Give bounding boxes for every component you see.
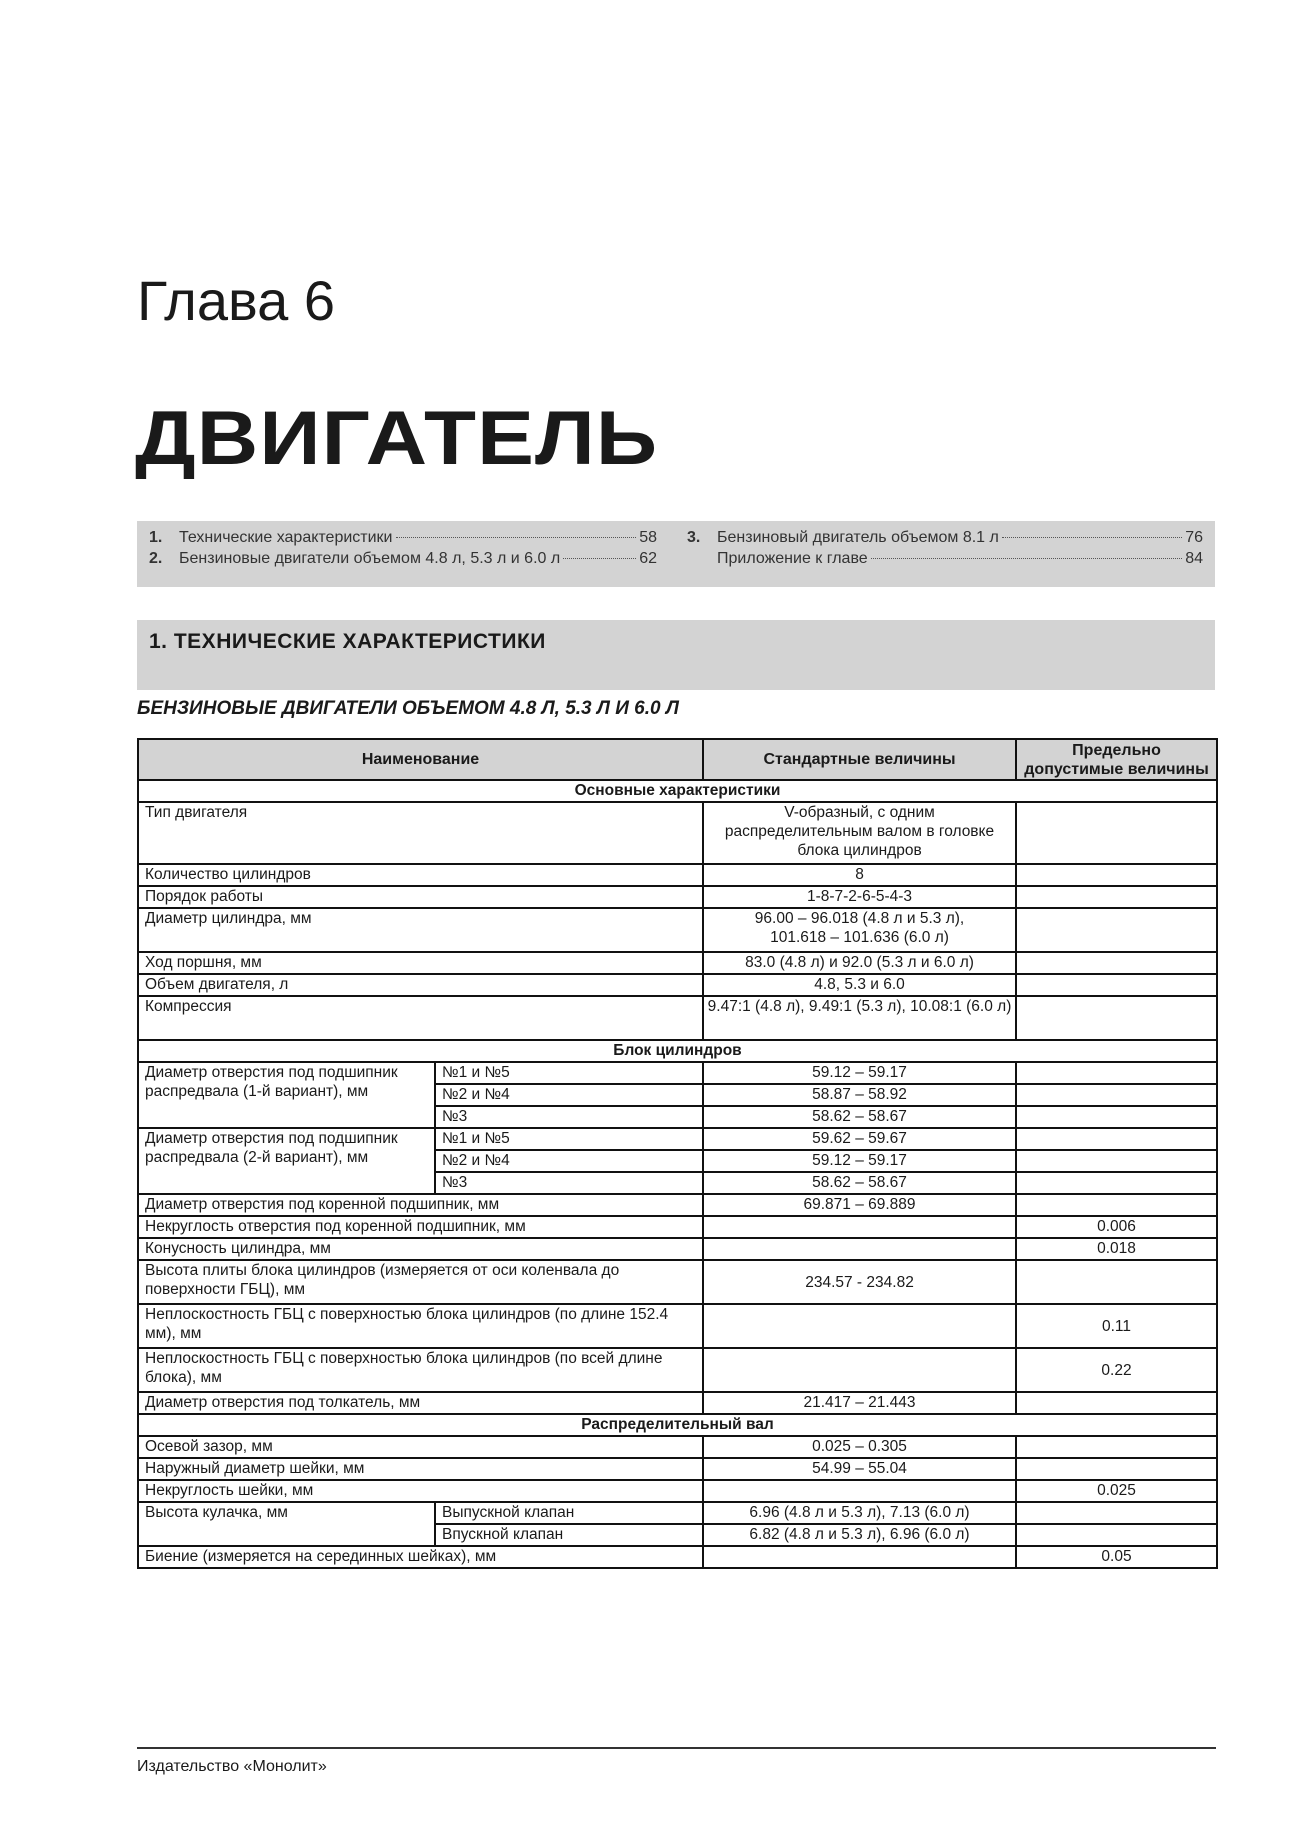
cell-name: Порядок работы: [138, 886, 703, 908]
toc-text: Бензиновые двигатели объемом 4.8 л, 5.3 л и 6.0 л: [179, 550, 561, 567]
table-row: [138, 1348, 1217, 1392]
cell-standard: V-образный, с одним распределительным валом в головке блока цилиндров: [703, 802, 1016, 864]
table-row: [138, 1546, 1217, 1568]
table-row: [138, 886, 1217, 908]
toc-column-right: [687, 529, 1203, 571]
table-row: [138, 1128, 1217, 1150]
cell-name: Наружный диаметр шейки, мм: [138, 1458, 703, 1480]
toc-item[interactable]: [687, 550, 1203, 571]
cell-name: Высота кулачка, мм: [138, 1502, 435, 1546]
cell-standard: 59.12 – 59.17: [703, 1150, 1016, 1172]
cell-limit: [1016, 1524, 1217, 1546]
table-row: [138, 1194, 1217, 1216]
cell-sub-label: №1 и №5: [435, 1128, 703, 1150]
table-row: [138, 802, 1217, 864]
section-header: [137, 620, 1215, 690]
cell-name: Объем двигателя, л: [138, 974, 703, 996]
cell-standard: 58.87 – 58.92: [703, 1084, 1016, 1106]
table-row: [138, 1458, 1217, 1480]
table-row: [138, 1436, 1217, 1458]
cell-limit: [1016, 1436, 1217, 1458]
cell-standard: 1-8-7-2-6-5-4-3: [703, 886, 1016, 908]
header-name: Наименование: [138, 739, 703, 780]
toc-leader: [871, 558, 1183, 559]
cell-sub-label: Впускной клапан: [435, 1524, 703, 1546]
toc-column-left: [149, 529, 657, 571]
section-camshaft: Распределительный вал: [138, 1414, 1217, 1436]
header-limit: Предельно допустимые величины: [1016, 739, 1217, 780]
table-row: [138, 1304, 1217, 1348]
cell-name: Неплоскостность ГБЦ с поверхностью блока цилиндров (по длине 152.4 мм), мм: [138, 1304, 703, 1348]
cell-name: Диаметр отверстия под подшипник распредвала (2-й вариант), мм: [138, 1128, 435, 1194]
toc-page: 84: [1185, 550, 1203, 567]
cell-standard: 96.00 – 96.018 (4.8 л и 5.3 л), 101.618 – 101.636 (6.0 л): [703, 908, 1016, 952]
cell-limit: [1016, 996, 1217, 1040]
cell-standard: 58.62 – 58.67: [703, 1172, 1016, 1194]
cell-standard: [703, 1546, 1016, 1568]
table-row: [138, 1260, 1217, 1304]
cell-standard: 234.57 - 234.82: [703, 1260, 1016, 1304]
cell-name: Диаметр отверстия под коренной подшипник, мм: [138, 1194, 703, 1216]
cell-standard: 6.82 (4.8 л и 5.3 л), 6.96 (6.0 л): [703, 1524, 1016, 1546]
toc-leader: [396, 537, 637, 538]
cell-limit: [1016, 1084, 1217, 1106]
cell-limit: [1016, 1194, 1217, 1216]
cell-standard: 58.62 – 58.67: [703, 1106, 1016, 1128]
cell-standard: 8: [703, 864, 1016, 886]
cell-limit: 0.025: [1016, 1480, 1217, 1502]
table-row: [138, 1238, 1217, 1260]
cell-limit: [1016, 1172, 1217, 1194]
section-row: [138, 1040, 1217, 1062]
cell-limit: [1016, 908, 1217, 952]
cell-standard: [703, 1216, 1016, 1238]
cell-sub-label: Выпускной клапан: [435, 1502, 703, 1524]
header-standard: Стандартные величины: [703, 739, 1016, 780]
cell-standard: 6.96 (4.8 л и 5.3 л), 7.13 (6.0 л): [703, 1502, 1016, 1524]
toc-text: Технические характеристики: [179, 529, 393, 546]
cell-name: Некруглость шейки, мм: [138, 1480, 703, 1502]
cell-standard: 54.99 – 55.04: [703, 1458, 1016, 1480]
cell-limit: [1016, 1128, 1217, 1150]
cell-limit: 0.05: [1016, 1546, 1217, 1568]
cell-limit: [1016, 974, 1217, 996]
cell-limit: [1016, 864, 1217, 886]
cell-limit: [1016, 1260, 1217, 1304]
table-row: [138, 996, 1217, 1040]
cell-standard: 59.62 – 59.67: [703, 1128, 1016, 1150]
table-header-row: [138, 739, 1217, 780]
section-title: 1. ТЕХНИЧЕСКИЕ ХАРАКТЕРИСТИКИ: [149, 630, 546, 653]
cell-limit: 0.006: [1016, 1216, 1217, 1238]
cell-name: Диаметр цилиндра, мм: [138, 908, 703, 952]
toc-number: 1.: [149, 529, 163, 546]
cell-name: Компрессия: [138, 996, 703, 1040]
toc-leader: [1002, 537, 1182, 538]
cell-name: Осевой зазор, мм: [138, 1436, 703, 1458]
table-row: [138, 974, 1217, 996]
toc-item[interactable]: [149, 529, 657, 550]
cell-limit: [1016, 1106, 1217, 1128]
cell-standard: 69.871 – 69.889: [703, 1194, 1016, 1216]
section-main: Основные характеристики: [138, 780, 1217, 802]
section-row: [138, 780, 1217, 802]
cell-name: Диаметр отверстия под толкатель, мм: [138, 1392, 703, 1414]
cell-standard: 59.12 – 59.17: [703, 1062, 1016, 1084]
cell-standard: [703, 1480, 1016, 1502]
cell-standard: 21.417 – 21.443: [703, 1392, 1016, 1414]
footer-publisher: Издательство «Монолит»: [137, 1758, 327, 1775]
cell-sub-label: №3: [435, 1106, 703, 1128]
cell-standard: [703, 1238, 1016, 1260]
cell-standard: 0.025 – 0.305: [703, 1436, 1016, 1458]
cell-sub-label: №1 и №5: [435, 1062, 703, 1084]
table-row: [138, 952, 1217, 974]
toc-item[interactable]: [149, 550, 657, 571]
table-of-contents: [137, 521, 1215, 587]
toc-page: 76: [1185, 529, 1203, 546]
section-block: Блок цилиндров: [138, 1040, 1217, 1062]
cell-name: Количество цилиндров: [138, 864, 703, 886]
toc-item[interactable]: [687, 529, 1203, 550]
toc-page: 58: [639, 529, 657, 546]
cell-standard: 4.8, 5.3 и 6.0: [703, 974, 1016, 996]
chapter-label: Глава 6: [137, 269, 335, 332]
cell-limit: [1016, 886, 1217, 908]
cell-standard: [703, 1304, 1016, 1348]
cell-name: Диаметр отверстия под подшипник распредвала (1-й вариант), мм: [138, 1062, 435, 1128]
cell-name: Некруглость отверстия под коренной подшипник, мм: [138, 1216, 703, 1238]
table-row: [138, 908, 1217, 952]
cell-name: Конусность цилиндра, мм: [138, 1238, 703, 1260]
section-row: [138, 1414, 1217, 1436]
cell-name: Высота плиты блока цилиндров (измеряется от оси коленвала до поверхности ГБЦ), мм: [138, 1260, 703, 1304]
cell-limit: 0.22: [1016, 1348, 1217, 1392]
table-subtitle: БЕНЗИНОВЫЕ ДВИГАТЕЛИ ОБЪЕМОМ 4.8 Л, 5.3 Л И 6.0 Л: [137, 698, 679, 719]
cell-name: Ход поршня, мм: [138, 952, 703, 974]
cell-standard: 9.47:1 (4.8 л), 9.49:1 (5.3 л), 10.08:1 (6.0 л): [703, 996, 1016, 1040]
cell-limit: [1016, 802, 1217, 864]
cell-name: Тип двигателя: [138, 802, 703, 864]
toc-text: Бензиновый двигатель объемом 8.1 л: [717, 529, 999, 546]
cell-limit: [1016, 1458, 1217, 1480]
cell-standard: 83.0 (4.8 л) и 92.0 (5.3 л и 6.0 л): [703, 952, 1016, 974]
table-row: [138, 1502, 1217, 1524]
table-row: [138, 1216, 1217, 1238]
toc-text: Приложение к главе: [717, 550, 868, 567]
cell-limit: [1016, 1062, 1217, 1084]
table-row: [138, 1392, 1217, 1414]
table-row: [138, 864, 1217, 886]
cell-sub-label: №2 и №4: [435, 1084, 703, 1106]
cell-sub-label: №3: [435, 1172, 703, 1194]
toc-leader: [563, 558, 636, 559]
table-row: [138, 1480, 1217, 1502]
cell-limit: [1016, 1502, 1217, 1524]
page-title: ДВИГАТЕЛЬ: [135, 396, 659, 481]
footer-divider: [137, 1747, 1216, 1749]
cell-name: Биение (измеряется на серединных шейках), мм: [138, 1546, 703, 1568]
toc-number: 3.: [687, 529, 701, 546]
cell-limit: 0.018: [1016, 1238, 1217, 1260]
cell-limit: 0.11: [1016, 1304, 1217, 1348]
cell-limit: [1016, 1392, 1217, 1414]
toc-page: 62: [639, 550, 657, 567]
table-row: [138, 1062, 1217, 1084]
toc-number: 2.: [149, 550, 163, 567]
spec-table: [137, 738, 1218, 1569]
cell-name: Неплоскостность ГБЦ с поверхностью блока цилиндров (по всей длине блока), мм: [138, 1348, 703, 1392]
cell-standard: [703, 1348, 1016, 1392]
cell-limit: [1016, 952, 1217, 974]
cell-limit: [1016, 1150, 1217, 1172]
cell-sub-label: №2 и №4: [435, 1150, 703, 1172]
